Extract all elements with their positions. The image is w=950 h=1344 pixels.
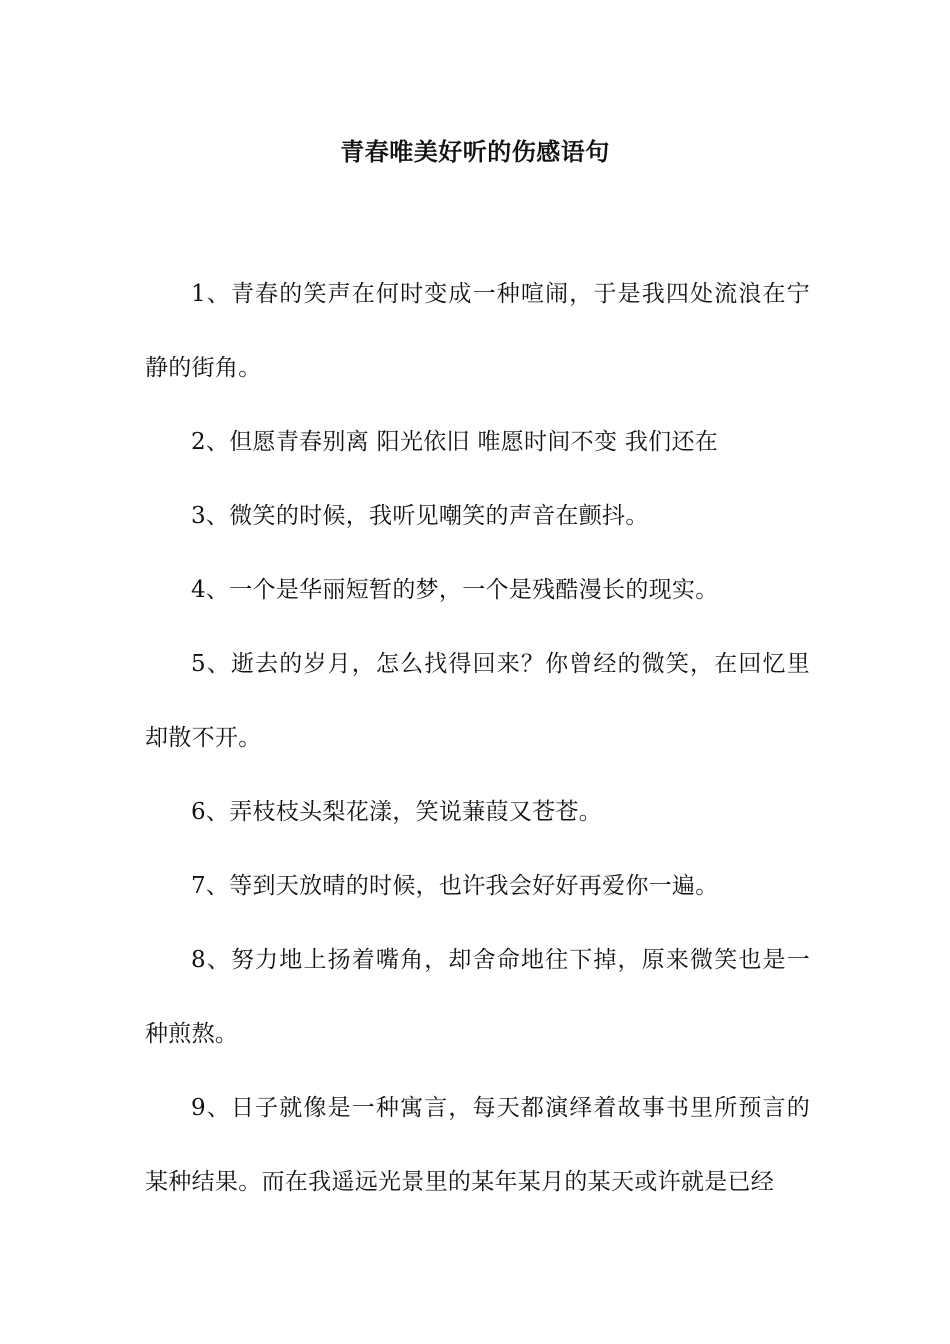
document-title: 青春唯美好听的伤感语句 <box>340 138 610 166</box>
paragraph-8: 8、努力地上扬着嘴角，却舍命地往下掉，原来微笑也是一种煎熬。 <box>145 947 810 1047</box>
paragraph-7: 7、等到天放晴的时候，也许我会好好再爱你一遍。 <box>191 873 719 899</box>
document-body <box>145 257 810 1219</box>
paragraph-6: 6、弄枝枝头梨花漾，笑说蒹葭又苍苍。 <box>191 799 603 825</box>
paragraph-2: 2、但愿青春别离 阳光依旧 唯愿时间不变 我们还在 <box>191 429 719 455</box>
paragraph-9: 9、日子就像是一种寓言，每天都演绎着故事书里所预言的某种结果。而在我遥远光景里的某年某月的某天或许就是已经 <box>145 1095 810 1195</box>
paragraph-3: 3、微笑的时候，我听见嘲笑的声音在颤抖。 <box>191 503 649 529</box>
paragraph-1: 1、青春的笑声在何时变成一种喧闹，于是我四处流浪在宁静的街角。 <box>145 281 810 381</box>
paragraph-5: 5、逝去的岁月，怎么找得回来？你曾经的微笑，在回忆里却散不开。 <box>145 651 810 751</box>
paragraph-4: 4、一个是华丽短暂的梦，一个是残酷漫长的现实。 <box>191 577 719 603</box>
